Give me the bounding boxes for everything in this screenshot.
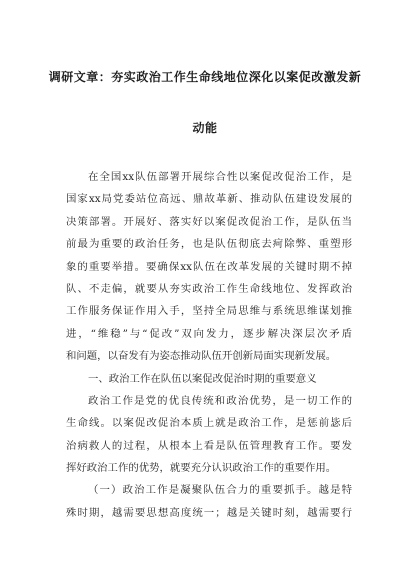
body-line: 在全国xx队伍部署开展综合性以案促改促治工作，是 — [88, 171, 352, 183]
body-line: 生命线。以案促改促治本质上就是政治工作，是惩前毖后 — [66, 417, 352, 430]
body-line: 决策部署。开展好、落实好以案促改促治工作，是队伍当 — [66, 215, 352, 228]
body-line: 队、不走偏，就要从夯实政治工作生命线地位、发挥政治 — [66, 282, 352, 295]
body-line: 进，“维稳”与“促改”双向发力，逐步解决深层次矛盾 — [66, 327, 352, 340]
body-line: 政治工作是党的优良传统和政治优势，是一切工作的 — [88, 394, 352, 407]
body-line: 和问题，以奋发有为姿态推动队伍开创新局面实现新发展。 — [66, 350, 337, 363]
document-title-line-1: 调研文章：夯实政治工作生命线地位深化以案促改激发新 — [48, 70, 362, 84]
body-line: 前最为重要的政治任务，也是队伍彻底去疴除弊、重塑形 — [66, 238, 352, 251]
body-line: （一）政治工作是凝聚队伍合力的重要抓手。越是特 — [88, 484, 352, 497]
document-title-line-2: 动能 — [192, 121, 218, 135]
section-heading: 一、政治工作在队伍以案促改促治时期的重要意义 — [88, 372, 317, 385]
body-line: 治病救人的过程，从根本上看是队伍管理教育工作。要发 — [66, 439, 352, 452]
body-line: 殊时期，越需要思想高度统一；越是关键时刻，越需要行 — [66, 506, 352, 519]
document-body — [66, 166, 352, 524]
body-line: 挥好政治工作的优势，就要充分认识政治工作的重要作用。 — [66, 462, 337, 475]
body-line: 国家xx局党委站位高远、鼎故革新、推动队伍建设发展的 — [66, 193, 352, 206]
body-line: 工作服务保证作用入手，坚持全局思维与系统思维谋划推 — [66, 305, 352, 318]
body-line: 象的重要举措。要确保xx队伍在改革发展的关键时期不掉 — [66, 260, 352, 273]
